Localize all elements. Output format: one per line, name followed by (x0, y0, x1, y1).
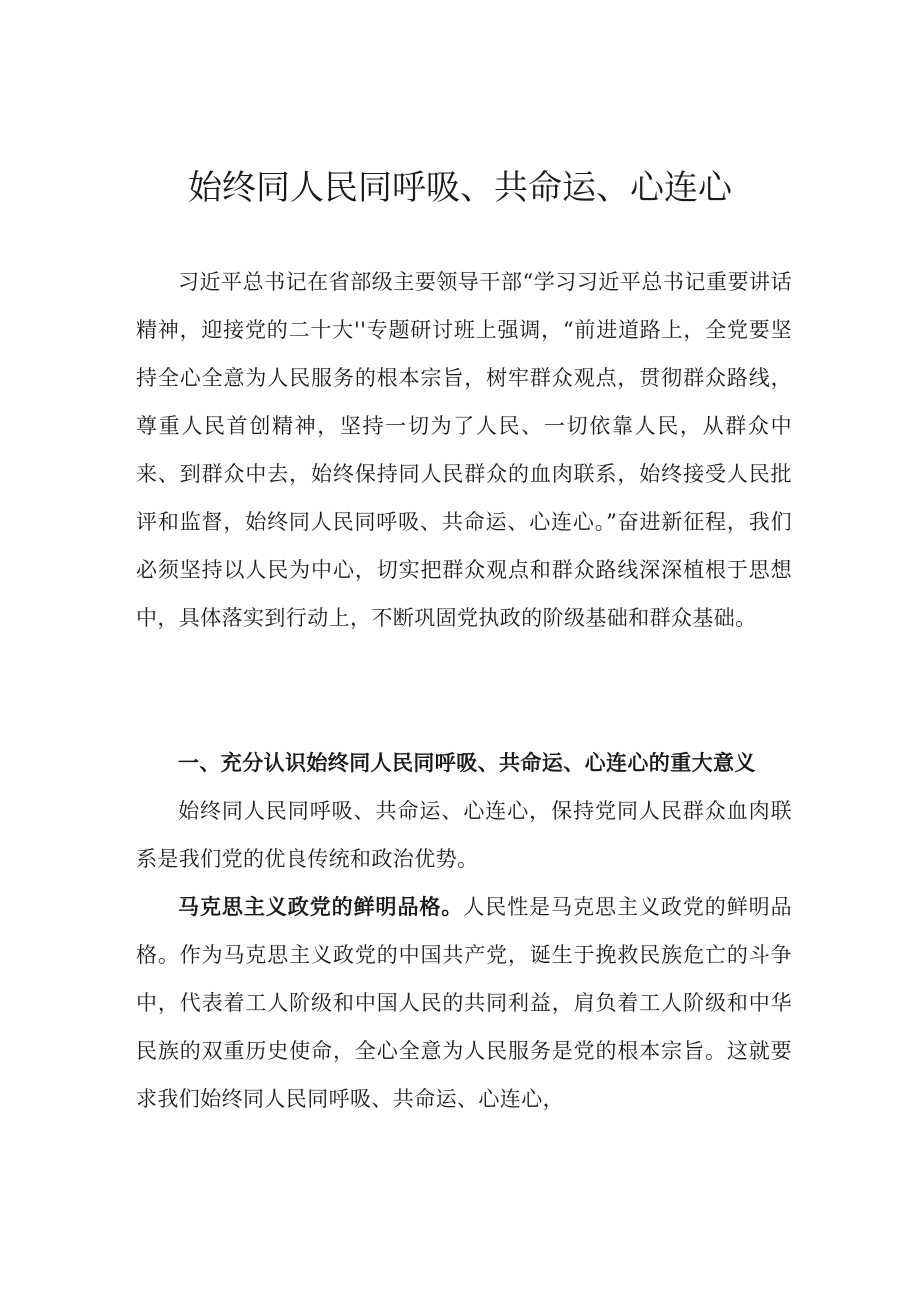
section-1-paragraph-2 (136, 883, 792, 1123)
paragraph-2-body: 人民性是马克思主义政党的鲜明品格。作为马克思主义政党的中国共产党，诞生于挽救民族危亡的斗争中，代表着工人阶级和中国人民的共同利益，肩负着工人阶级和中华民族的双重历史使命，全心全意为人民服务是党的根本宗旨。这就要求我们始终同人民同呼吸、共命运、心连心， (136, 895, 792, 1111)
paragraph-2-lead: 马克思主义政党的鲜明品格。 (178, 895, 464, 919)
section-1 (136, 739, 792, 1123)
intro-paragraph: 习近平总书记在省部级主要领导干部“学习习近平总书记重要讲话精神，迎接党的二十大''专题研讨班上强调，“前进道路上，全党要坚持全心全意为人民服务的根本宗旨，树牢群众观点，贯彻群众路线，尊重人民首创精神，坚持一切为了人民、一切依靠人民，从群众中来、到群众中去，始终保持同人民群众的血肉联系，始终接受人民批评和监督，始终同人民同呼吸、共命运、心连心。”奋进新征程，我们必须坚持以人民为中心，切实把群众观点和群众路线深深植根于思想中，具体落实到行动上，不断巩固党执政的阶级基础和群众基础。 (136, 270, 792, 630)
intro-section (136, 258, 792, 642)
section-1-paragraph-1: 始终同人民同呼吸、共命运、心连心，保持党同人民群众血肉联系是我们党的优良传统和政治优势。 (136, 799, 792, 871)
document-title: 始终同人民同呼吸、共命运、心连心 (188, 168, 732, 208)
section-1-heading: 一、充分认识始终同人民同呼吸、共命运、心连心的重大意义 (178, 751, 756, 775)
